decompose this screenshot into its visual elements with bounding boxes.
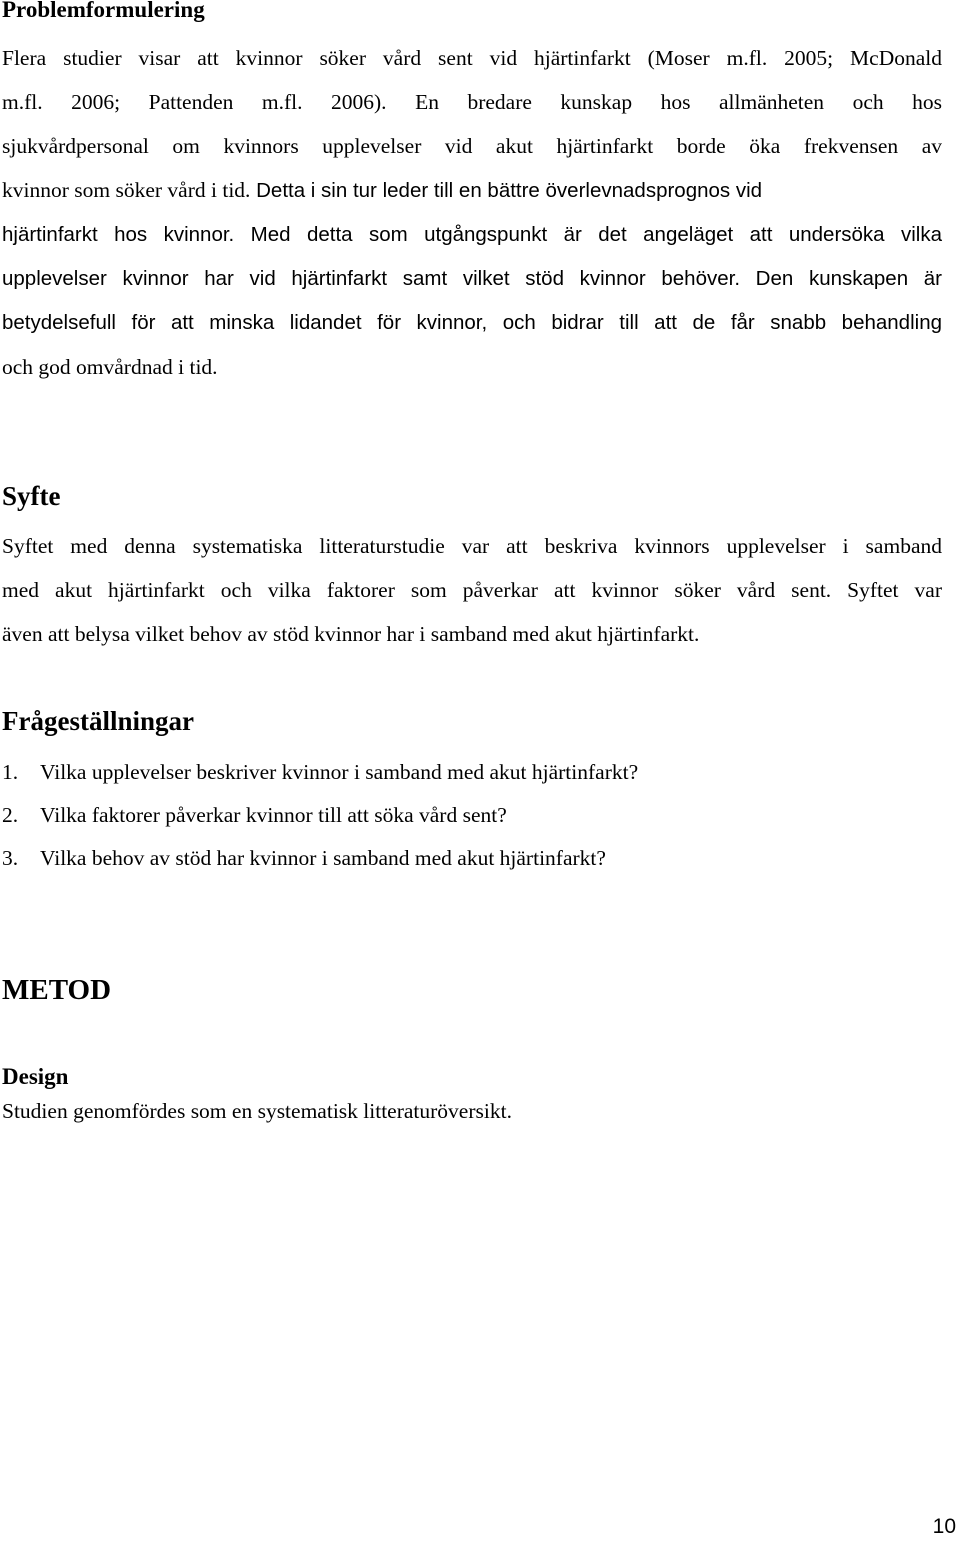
metod-heading: METOD	[2, 974, 112, 1006]
questions-heading: Frågeställningar	[2, 706, 194, 736]
syfte-line-3: även att belysa vilket behov av stöd kvinnor har i samband med akut hjärtinfarkt.	[2, 622, 700, 646]
question-item-2	[2, 800, 638, 843]
problem-line-4b: Detta i sin tur leder till en bättre överlevnadsprognos vid	[250, 179, 763, 202]
design-text: Studien genomfördes som en systematisk litteraturöversikt.	[2, 1099, 512, 1123]
problem-line-4a: kvinnor som söker vård i tid.	[2, 178, 251, 202]
questions-list	[2, 757, 638, 886]
problem-paragraph	[2, 36, 942, 389]
problem-line-5: hjärtinfarkt hos kvinnor. Med detta som utgångspunkt är det angeläget att undersöka vilka	[2, 223, 942, 246]
problem-line-6: upplevelser kvinnor har vid hjärtinfarkt samt vilket stöd kvinnor behöver. Den kunskapen är	[2, 267, 942, 290]
problem-line-3: sjukvårdpersonal om kvinnors upplevelser vid akut hjärtinfarkt borde öka frekvensen av	[2, 134, 942, 158]
problem-line-1: Flera studier visar att kvinnor söker vård sent vid hjärtinfarkt (Moser m.fl. 2005; McDonald	[2, 46, 942, 70]
question-text: Vilka faktorer påverkar kvinnor till att söka vård sent?	[40, 803, 507, 827]
question-text: Vilka behov av stöd har kvinnor i samband med akut hjärtinfarkt?	[40, 846, 606, 870]
question-number: 2.	[2, 803, 19, 827]
question-item-3	[2, 843, 638, 886]
page-number: 10	[932, 1515, 956, 1538]
syfte-heading: Syfte	[2, 481, 61, 511]
problem-heading: Problemformulering	[2, 0, 205, 22]
syfte-paragraph	[2, 524, 942, 656]
question-text: Vilka upplevelser beskriver kvinnor i samband med akut hjärtinfarkt?	[40, 760, 639, 784]
problem-line-4	[2, 168, 942, 213]
problem-line-7: betydelsefull för att minska lidandet för kvinnor, och bidrar till att de får snabb behandling	[2, 311, 942, 334]
problem-line-8: och god omvårdnad i tid.	[2, 355, 218, 379]
syfte-line-2: med akut hjärtinfarkt och vilka faktorer som påverkar att kvinnor söker vård sent. Syftet var	[2, 578, 942, 602]
problem-line-2: m.fl. 2006; Pattenden m.fl. 2006). En bredare kunskap hos allmänheten och hos	[2, 90, 942, 114]
design-heading: Design	[2, 1064, 69, 1089]
question-number: 1.	[2, 760, 19, 784]
question-number: 3.	[2, 846, 19, 870]
question-item-1	[2, 757, 638, 800]
syfte-line-1: Syftet med denna systematiska litteraturstudie var att beskriva kvinnors upplevelser i samband	[2, 534, 942, 558]
